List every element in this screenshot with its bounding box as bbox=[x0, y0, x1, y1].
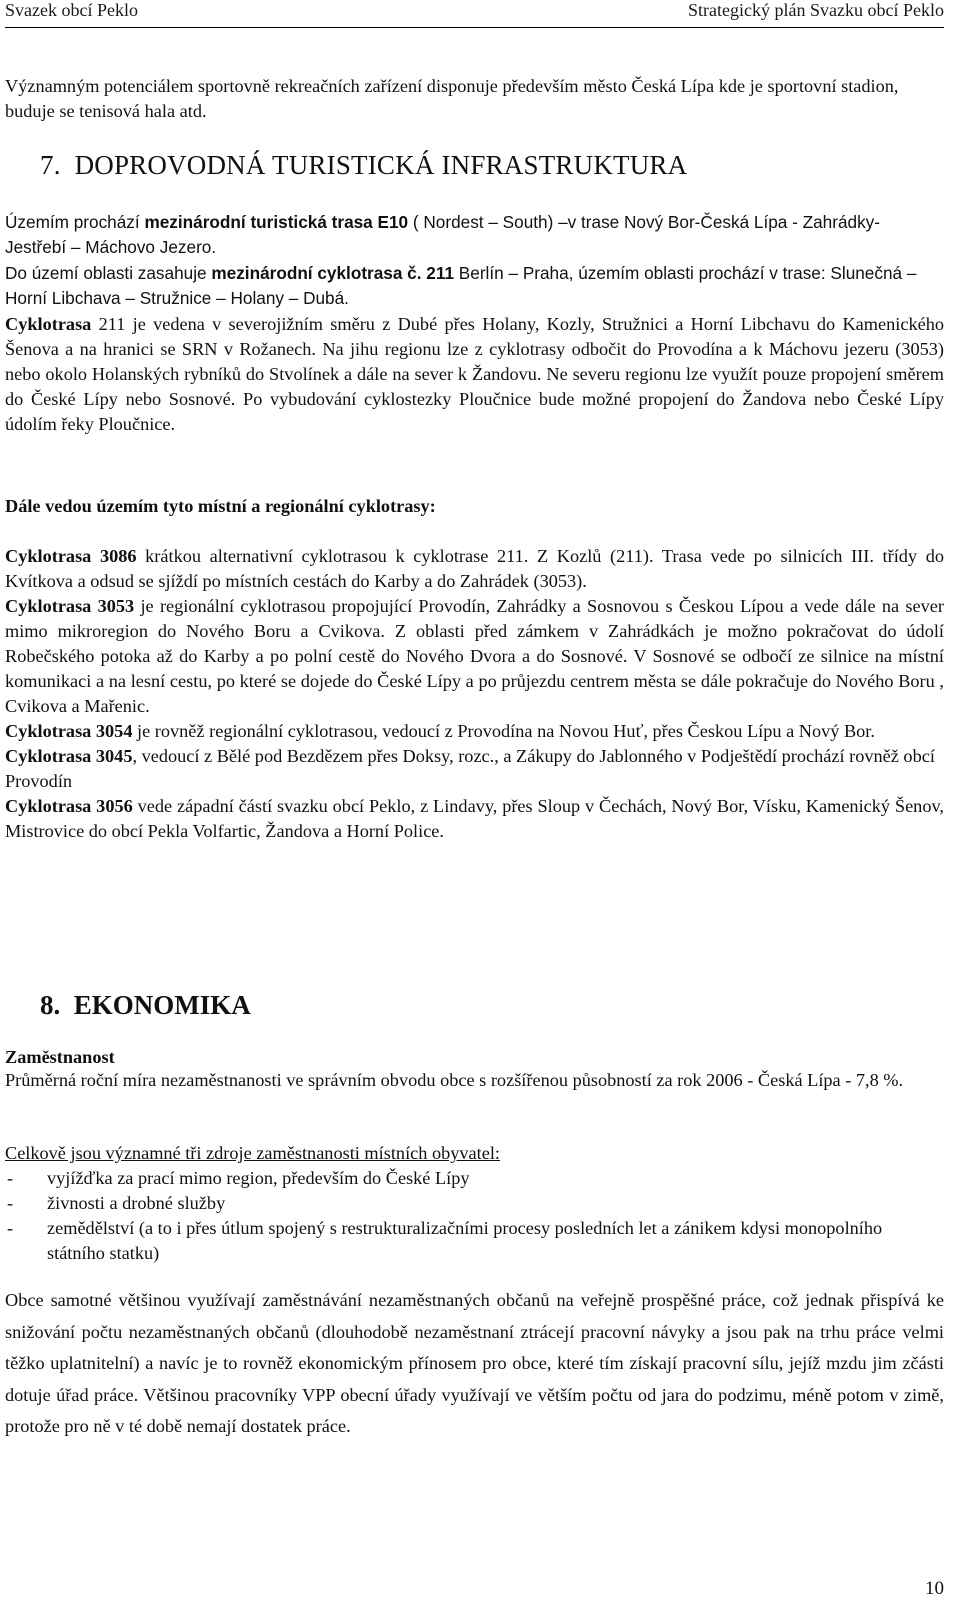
route-3054-text: je rovněž regionální cyklotrasou, vedoucí z Provodína na Novou Huť, přes Českou Lípu a Nový Bor. bbox=[132, 721, 875, 741]
local-routes-heading bbox=[5, 494, 944, 519]
cycle-211-description bbox=[5, 312, 944, 437]
list-item bbox=[5, 1216, 944, 1266]
list-item bbox=[5, 1166, 944, 1191]
route-3053-text: je regionální cyklotrasou propojující Provodín, Zahrádky a Sosnovou s Českou Lípou a vede dále na sever mimo mikroregion do Nového Boru a Cvikova. Z oblasti před zámkem v Zahrádkách je možno pokračovat do údolí Robečského potoka až do Karby a po polní cestě do Nového Dvora a do Sosnové. V Sosnové se odbočí ze silnice na místní komunikaci a na lesní cestu, po které se dojede do České Lípy a po průjezdu centrem města se dále pokračuje do Nového Boru , Cvikova a Mařenic. bbox=[5, 596, 944, 716]
list-dash: - bbox=[7, 1168, 14, 1188]
cycle-211-intro bbox=[5, 261, 944, 311]
employment-sources-heading-text: Celkově jsou významné tři zdroje zaměstnanosti místních obyvatel: bbox=[5, 1143, 500, 1163]
route-3086-label: Cyklotrasa 3086 bbox=[5, 546, 137, 566]
route-3045 bbox=[5, 744, 944, 794]
route-3086 bbox=[5, 544, 944, 594]
section-8-heading bbox=[40, 990, 251, 1021]
list-item-text: zemědělství (a to i přes útlum spojený s restrukturalizačními procesy posledních let a zánikem kdysi monopolního státního statku) bbox=[47, 1218, 883, 1263]
route-3045-label: Cyklotrasa 3045 bbox=[5, 746, 133, 766]
page-number: 10 bbox=[925, 1578, 944, 1599]
route-3056-text: vede západní částí svazku obcí Peklo, z Lindavy, přes Sloup v Čechách, Nový Bor, Vísku, Kamenický Šenov, Mistrovice do obcí Pekla Volfartic, Žandova a Horní Police. bbox=[5, 796, 944, 841]
route-3056 bbox=[5, 794, 944, 844]
section-8-title: EKONOMIKA bbox=[73, 990, 251, 1020]
section-7-title: DOPROVODNÁ TURISTICKÁ INFRASTRUKTURA bbox=[74, 150, 688, 180]
list-item-text: vyjížďka za prací mimo region, především do České Lípy bbox=[47, 1168, 470, 1188]
unemployment-rate-paragraph: Průměrná roční míra nezaměstnanosti ve správním obvodu obce s rozšířenou působností za rok 2006 - Česká Lípa - 7,8 %. bbox=[5, 1070, 904, 1090]
e10-text-1: Územím prochází bbox=[5, 212, 145, 232]
list-item bbox=[5, 1191, 944, 1216]
e10-trail-paragraph bbox=[5, 210, 944, 260]
list-dash: - bbox=[7, 1218, 14, 1238]
route-3086-text: krátkou alternativní cyklotrasou k cyklotrase 211. Z Kozlů (211). Trasa vede po silnicích III. třídy do Kvítkova a odsud se sjíždí po místních cestách do Karby a do Zahrádek (3053). bbox=[5, 546, 944, 591]
route-3054-label: Cyklotrasa 3054 bbox=[5, 721, 133, 741]
local-routes-heading-text: Dále vedou územím tyto místní a regionální cyklotrasy: bbox=[5, 496, 436, 516]
cycle-211-label: Cyklotrasa bbox=[5, 314, 92, 334]
route-3056-label: Cyklotrasa 3056 bbox=[5, 796, 133, 816]
closing-paragraph: Obce samotné většinou využívají zaměstnávání nezaměstnaných občanů na veřejně prospěšné práce, což jednak přispívá ke snižování počtu nezaměstnaných občanů (dlouhodobě nezaměstnaní ztrácejí pracovní návyky a jsou pak na trhu práce velmi těžko uplatnitelní) a navíc je to rovněž ekonomickým přínosem pro obce, které tím získají pracovní sílu, jejíž mzdu jim zčásti dotuje úřad práce. Většinou pracovníky VPP obecní úřady využívají ve větším počtu od jara do podzimu, méně potom v zimě, protože pro ně v té době nemají dostatek práce. bbox=[5, 1290, 944, 1437]
section-7-heading bbox=[40, 150, 687, 181]
list-dash: - bbox=[7, 1193, 14, 1213]
cycle-211-bold-1: mezinárodní cyklotrasa č. bbox=[211, 263, 422, 283]
cycle-211-text-1: Do území oblasti zasahuje bbox=[5, 263, 212, 283]
list-item-text: živnosti a drobné služby bbox=[47, 1193, 226, 1213]
cycle-211-body: 211 je vedena v severojižním směru z Dubé přes Holany, Kozly, Stružnici a Horní Libchavu do Kamenického Šenova a na hranici se SRN v Rožanech. Na jihu regionu lze z cyklotrasy odbočit do Provodína a k Máchovu jezeru (3053) nebo okolo Holanských rybníků do Stvolínek a dále na sever k Žandovu. Ne severu regionu lze využít pouze propojení směrem do České Lípy nebo Sosnové. Po vybudování cyklostezky Ploučnice bude možné propojení do Žandova nebo České Lípy údolím řeky Ploučnice. bbox=[5, 314, 944, 434]
route-3053 bbox=[5, 594, 944, 719]
header-left: Svazek obcí Peklo bbox=[5, 0, 138, 20]
cycle-211-bold-2: 211 bbox=[421, 263, 455, 283]
route-3053-label: Cyklotrasa 3053 bbox=[5, 596, 135, 616]
route-3054 bbox=[5, 719, 944, 744]
intro-paragraph: Významným potenciálem sportovně rekreačních zařízení disponuje především město Česká Lípa kde je sportovní stadion, buduje se tenisová hala atd. bbox=[5, 76, 899, 121]
e10-bold: mezinárodní turistická trasa E10 bbox=[144, 212, 409, 232]
employment-subheading: Zaměstnanost bbox=[5, 1047, 115, 1067]
section-7-number: 7. bbox=[40, 150, 61, 180]
route-3045-text: , vedoucí z Bělé pod Bezdězem přes Doksy, rozc., a Zákupy do Jablonného v Podještědí prochází rovněž obcí Provodín bbox=[5, 746, 935, 791]
header-right: Strategický plán Svazku obcí Peklo bbox=[688, 0, 944, 20]
cycle-211-text-2: Berlín – Praha, územím oblasti prochází v trase: Slunečná – Horní Libchava – Stružnice – Holany – Dubá. bbox=[5, 263, 917, 308]
local-routes-block bbox=[5, 544, 944, 844]
employment-sources-heading bbox=[5, 1141, 944, 1166]
header-rule bbox=[5, 27, 944, 28]
section-8-number: 8. bbox=[40, 990, 61, 1020]
employment-sources-list bbox=[5, 1166, 944, 1266]
e10-text-2: ( Nordest – South) –v trase Nový Bor-Česká Lípa - Zahrádky- Jestřebí – Máchovo Jezero. bbox=[5, 212, 880, 257]
